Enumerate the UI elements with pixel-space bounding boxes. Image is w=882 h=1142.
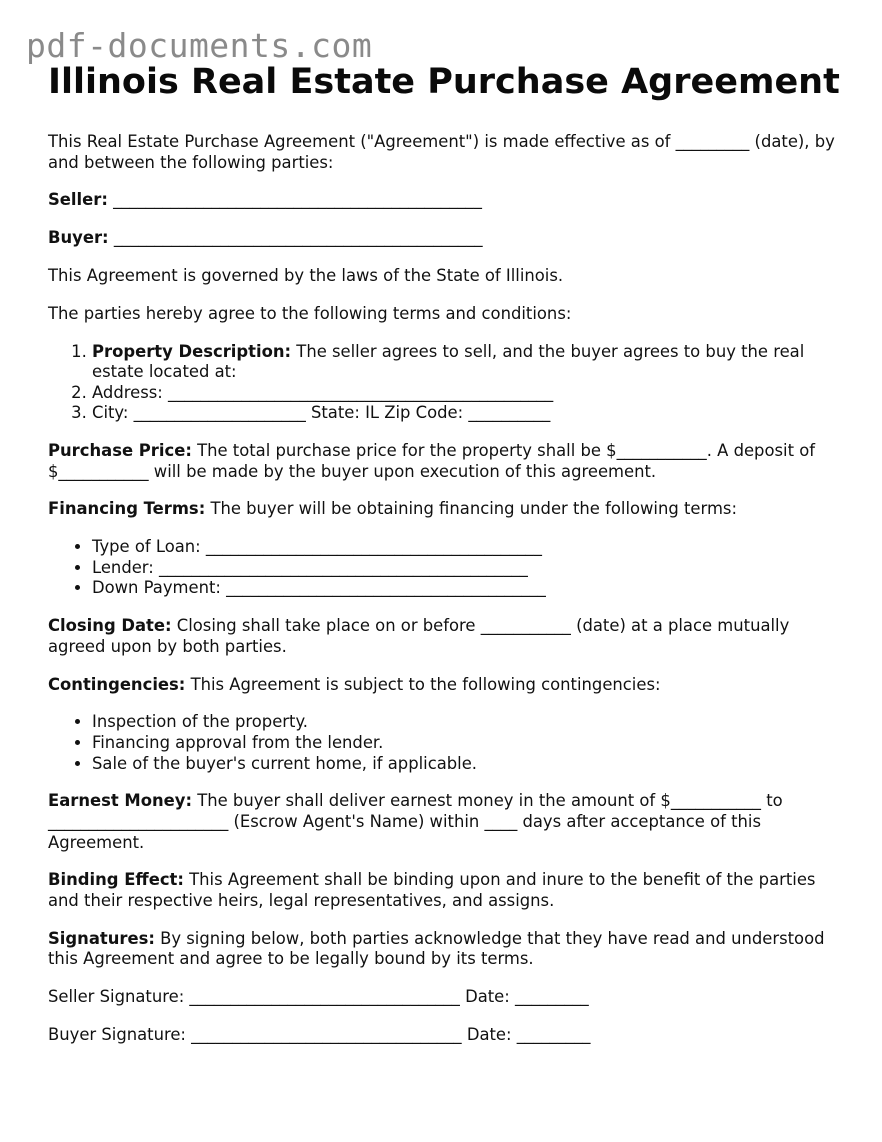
buyer-line	[48, 228, 848, 249]
terms-intro: The parties hereby agree to the following terms and conditions:	[48, 303, 572, 323]
financing-list	[48, 537, 848, 599]
seller-signature-line: Seller Signature: _________________________________ Date: _________	[48, 987, 589, 1007]
contingencies-list	[48, 712, 848, 774]
signatures-label: Signatures:	[48, 928, 155, 948]
seller-line	[48, 190, 848, 211]
purchase-price-paragraph	[48, 441, 848, 482]
earnest-money-paragraph	[48, 791, 848, 853]
closing-text: Closing shall take place on or before ___________ (date) at a place mutually agreed upon by both parties.	[48, 616, 790, 656]
list-item: • Lender: _____________________________________________	[92, 558, 848, 579]
intro-paragraph: This Real Estate Purchase Agreement ("Agreement") is made effective as of _________ (date), by and between the following parties:	[48, 132, 835, 172]
buyer-label: Buyer:	[48, 228, 109, 248]
signatures-text: By signing below, both parties acknowledge that they have read and understood this Agreement and agree to be legally bound by its terms.	[48, 928, 825, 969]
property-description-label: Property Description:	[92, 341, 292, 361]
contingencies-paragraph	[48, 675, 848, 696]
contingencies-text: This Agreement is subject to the following contingencies:	[185, 674, 661, 694]
list-item: • Down Payment: _______________________________________	[92, 578, 848, 599]
financing-text: The buyer will be obtaining financing under the following terms:	[205, 499, 737, 519]
closing-paragraph	[48, 616, 848, 657]
financing-paragraph	[48, 499, 848, 520]
earnest-money-text: The buyer shall deliver earnest money in the amount of $___________ to ______________________ (Escrow Agent's Name) within ____ days after acceptance of this Agreement.	[48, 791, 783, 852]
buyer-signature-line: Buyer Signature: _________________________________ Date: _________	[48, 1024, 591, 1044]
closing-label: Closing Date:	[48, 616, 172, 636]
list-item: • Financing approval from the lender.	[92, 733, 848, 754]
binding-effect-paragraph	[48, 870, 848, 911]
binding-effect-label: Binding Effect:	[48, 870, 184, 890]
governing-law: This Agreement is governed by the laws of the State of Illinois.	[48, 265, 564, 285]
list-item: • Inspection of the property.	[92, 712, 848, 733]
property-description-item	[92, 342, 848, 383]
watermark: pdf-documents.com	[26, 26, 373, 65]
earnest-money-label: Earnest Money:	[48, 791, 193, 811]
signatures-paragraph	[48, 929, 848, 970]
list-item: • Sale of the buyer's current home, if applicable.	[92, 754, 848, 775]
property-description-text: The seller agrees to sell, and the buyer agrees to buy the real estate located at:	[92, 341, 805, 382]
address-item: 2. Address: _______________________________________________	[92, 383, 848, 404]
city-item: 3. City: _____________________ State: IL Zip Code: __________	[92, 403, 848, 424]
purchase-price-label: Purchase Price:	[48, 441, 192, 461]
binding-effect-text: This Agreement shall be binding upon and inure to the benefit of the parties and their respective heirs, legal representatives, and assigns.	[48, 870, 816, 910]
buyer-blank: _____________________________________________	[108, 228, 483, 248]
purchase-price-text: The total purchase price for the property shall be $___________. A deposit of $___________ will be made by the buyer upon execution of this agreement.	[48, 441, 816, 481]
property-list	[48, 342, 848, 424]
financing-label: Financing Terms:	[48, 499, 206, 519]
seller-blank: _____________________________________________	[107, 190, 482, 210]
contingencies-label: Contingencies:	[48, 674, 186, 694]
page-title: Illinois Real Estate Purchase Agreement	[48, 62, 840, 102]
document-body	[48, 60, 848, 1063]
list-item: • Type of Loan: _________________________________________	[92, 537, 848, 558]
seller-label: Seller:	[48, 190, 108, 210]
